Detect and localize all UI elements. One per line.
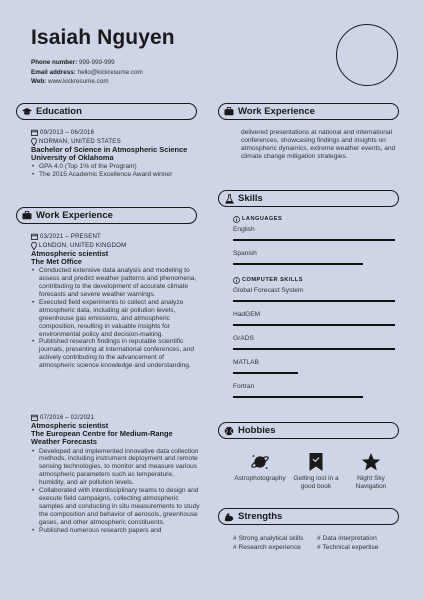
planet-icon <box>230 452 290 472</box>
dates-text: 09/2013 – 06/2016 <box>40 129 95 136</box>
languages-list <box>233 226 397 274</box>
skill-level-bar <box>233 300 395 302</box>
skill-row <box>233 383 397 407</box>
skill-level-bar <box>233 372 298 374</box>
education-entry <box>31 129 201 179</box>
languages-label: LANGUAGES <box>242 216 283 222</box>
section-title: Work Experience <box>36 210 113 221</box>
bookmark-icon <box>286 452 346 472</box>
muscle-arm-icon <box>224 512 234 522</box>
contact-block <box>31 58 143 87</box>
list-item: • Developed and implemented innovative data collection methods, including instrument deployment and remote sensing technologies, to monitor and measure various atmospheric parameters such as temperature, humidity, and air pollution levels. <box>31 448 201 488</box>
work-entry <box>31 233 201 370</box>
skill-name: GrADS <box>233 334 254 342</box>
job-title: Atmospheric scientist <box>31 248 109 258</box>
languages-heading <box>233 216 397 224</box>
strength-item: # Technical expertise <box>317 544 379 551</box>
skill-name: English <box>233 225 255 233</box>
company-name: The Met Office <box>31 257 82 267</box>
section-title: Skills <box>238 193 263 204</box>
skill-row <box>233 250 397 274</box>
school-name: University of Oklahoma <box>31 153 114 163</box>
calendar-icon <box>31 233 38 240</box>
skills-block <box>233 216 397 407</box>
skill-name: HadGEM <box>233 310 261 318</box>
section-header-work-experience <box>16 207 197 224</box>
star-icon <box>341 452 401 472</box>
skill-name: MATLAB <box>233 358 259 366</box>
hobby-label: Getting lost in a good book <box>293 475 339 490</box>
web-label: Web: <box>31 78 47 85</box>
company-name: The European Centre for Medium-Range Weather Forecasts <box>31 429 173 447</box>
email-label: Email address: <box>31 68 76 76</box>
degree-title: Bachelor of Science in Atmospheric Science <box>31 144 188 154</box>
work-dates <box>31 233 201 241</box>
section-header-education <box>16 103 197 120</box>
strength-item: # Data interpretation <box>317 535 377 542</box>
skill-level-bar <box>233 324 395 326</box>
hobby-label: Astrophotography <box>234 475 286 482</box>
web-value[interactable]: www.kickresume.com <box>48 78 109 85</box>
info-icon <box>233 277 240 284</box>
briefcase-icon <box>224 107 234 117</box>
hobby-night-sky <box>341 452 401 491</box>
web-row <box>31 77 143 87</box>
computer-skills-list <box>233 287 397 407</box>
hobby-reading <box>286 452 346 491</box>
work-entry <box>31 414 201 534</box>
section-title: Education <box>36 106 82 117</box>
list-item: • GPA 4.0 (Top 1% of the Program) <box>31 163 201 171</box>
list-item: • Published numerous research papers and <box>31 527 201 535</box>
section-title: Strengths <box>238 511 283 522</box>
section-header-hobbies <box>218 422 399 439</box>
skill-level-bar <box>233 396 363 398</box>
skill-row <box>233 359 397 383</box>
skill-row <box>233 287 397 311</box>
list-item: • Published research findings in reputable scientific journals, presenting at international conferences, and actively contributing to the advancement of atmospheric science knowledge and understanding. <box>31 338 201 370</box>
location-text: LONDON, UNITED KINGDOM <box>39 241 127 249</box>
list-item: • The 2015 Academic Excellence Award winner <box>31 171 201 179</box>
email-row <box>31 68 143 78</box>
info-icon <box>233 216 240 223</box>
section-header-strengths <box>218 508 399 525</box>
work-continued-text: delivered presentations at national and international conferences, showcasing findings and insights on atmospheric dynamics, extreme weather events, and climate change mitigation strategies. <box>241 129 396 160</box>
list-item: • Conducted extensive data analysis and modeling to assess and predict weather patterns and phenomena, contributing to the development of accurate climate forecasts and severe weather warnings. <box>31 267 201 299</box>
computer-skills-label: COMPUTER SKILLS <box>242 276 303 283</box>
skill-level-bar <box>233 239 395 241</box>
section-title: Hobbies <box>238 425 276 436</box>
dates-text: 03/2021 – PRESENT <box>40 233 101 240</box>
hobby-label: Night Sky Navigation <box>355 475 387 490</box>
phone-row <box>31 58 143 68</box>
skill-level-bar <box>233 263 363 265</box>
skill-name: Spanish <box>233 249 257 257</box>
skill-row <box>233 311 397 335</box>
hobby-astrophotography <box>230 452 290 483</box>
skill-row <box>233 226 397 250</box>
graduation-cap-icon <box>22 107 32 117</box>
section-header-skills <box>218 190 399 207</box>
skill-name: Fortran <box>233 382 255 390</box>
job-title: Atmospheric scientist <box>31 420 109 430</box>
strength-item: # Strong analytical skills <box>233 535 304 542</box>
profile-photo-placeholder <box>336 24 398 86</box>
section-title: Work Experience <box>238 106 315 117</box>
work-bullets <box>31 267 201 370</box>
list-item: • Executed field experiments to collect and analyze atmospheric data, including air pollution levels, greenhouse gas emissions, and atmospheric composition, resulting in valuable insights for environmental policy and decision-making. <box>31 299 201 339</box>
phone-label: Phone number: <box>31 59 78 66</box>
email-value[interactable]: hello@kickresume.com <box>77 68 143 76</box>
candidate-name: Isaiah Nguyen <box>31 26 175 49</box>
strength-item: # Research experience <box>233 544 301 551</box>
work-bullets <box>31 448 201 535</box>
calendar-icon <box>31 129 38 136</box>
skill-row <box>233 335 397 359</box>
list-item: • Collaborated with interdisciplinary teams to design and execute field campaigns, collecting atmospheric samples and conducting in situ measurements to study the composition and behavior of aerosols, greenhouse gases, and other atmospheric constituents. <box>31 487 201 527</box>
briefcase-icon <box>22 211 32 221</box>
education-dates <box>31 129 201 137</box>
skill-name: Global Forecast System <box>233 286 304 294</box>
tennis-ball-icon <box>224 426 234 436</box>
section-header-work-experience-continued <box>218 103 399 120</box>
location-text: NORMAN, UNITED STATES <box>39 137 121 145</box>
dates-text: 07/2016 – 02/2021 <box>40 414 95 421</box>
education-bullets <box>31 163 201 179</box>
flask-icon <box>224 194 234 204</box>
phone-value: 999-999-999 <box>78 59 115 66</box>
computer-skills-heading <box>233 277 397 285</box>
skill-level-bar <box>233 348 395 350</box>
